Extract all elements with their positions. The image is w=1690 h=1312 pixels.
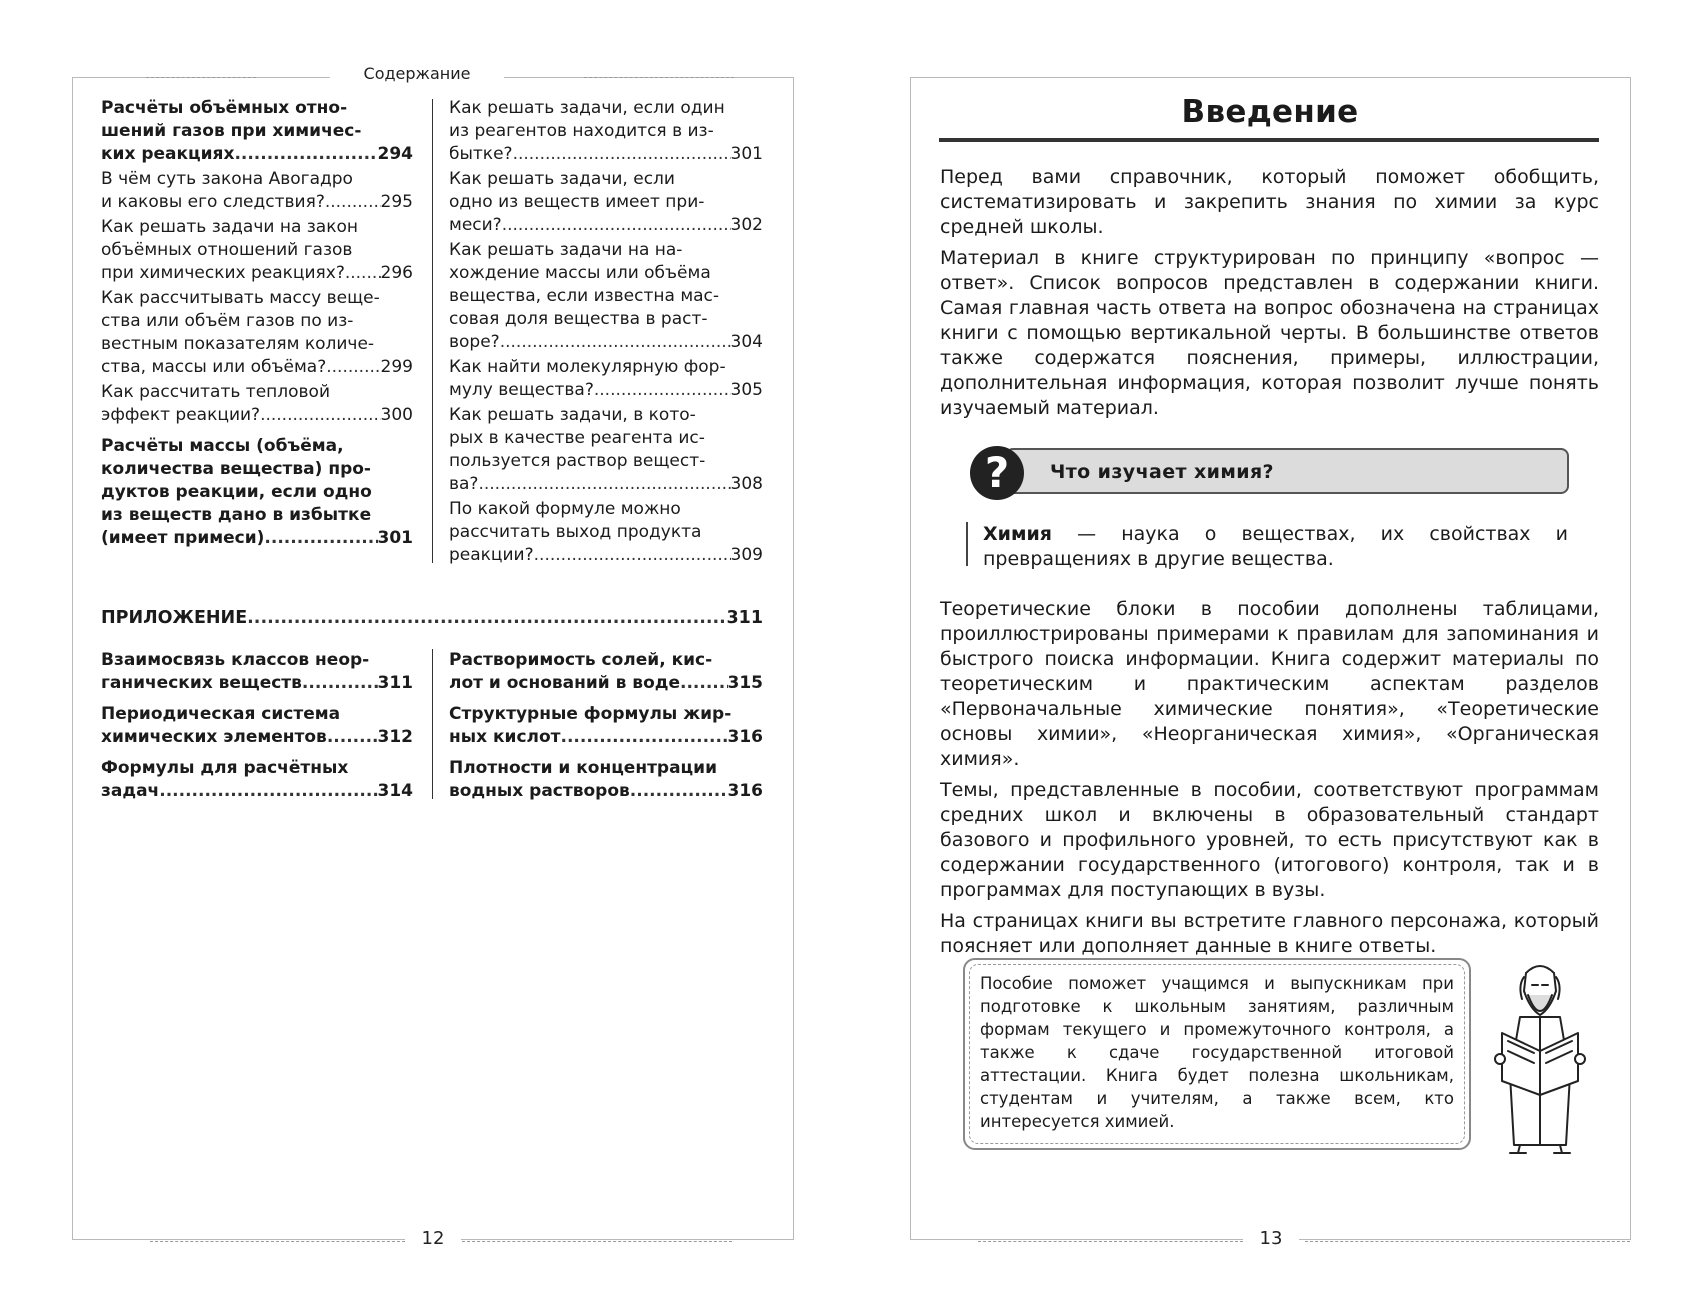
definition-term: Химия (983, 523, 1053, 545)
toc-entry[interactable] (449, 703, 763, 749)
appendix-column-left (101, 649, 413, 805)
toc-entry-text: пользуется раствор вещест- (449, 451, 706, 471)
toc-entry-text: Как решать задачи, если (449, 169, 675, 189)
toc-entry[interactable] (449, 97, 763, 166)
toc-entry-text: Как решать задачи на на- (449, 240, 683, 260)
toc-page-number: 300 (380, 405, 413, 425)
toc-entry-text: (имеет примеси) (101, 528, 265, 548)
toc-header: Содержание (330, 64, 504, 83)
appendix-column-right (449, 649, 763, 805)
toc-page-number: 316 (727, 781, 763, 801)
toc-entry-text: Как рассчитывать массу веще- (101, 288, 380, 308)
paragraph: На страницах книги вы встретите главного персонажа, который поясняет или дополняет данные в книге ответы. (940, 910, 1599, 957)
toc-entry-text: химических элементов (101, 727, 327, 747)
toc-entry-text: и каковы его следствия? (101, 192, 325, 212)
toc-entry-text: при химических реакциях? (101, 263, 345, 283)
toc-entry-text: По какой формуле можно (449, 499, 681, 519)
toc-entry-text: Периодическая система (101, 704, 341, 724)
toc-leader-dots (326, 356, 380, 379)
toc-entry[interactable] (449, 498, 763, 567)
toc-entry-text: вестным показателям количе- (101, 334, 375, 354)
intro-paragraphs-top (940, 165, 1599, 427)
toc-leader-dots (327, 726, 378, 749)
toc-column-right (449, 97, 763, 569)
toc-entry-text: Расчёты массы (объёма, (101, 436, 344, 456)
toc-entry-text: ства, массы или объёма? (101, 357, 327, 377)
toc-entry-text: ства или объём газов по из- (101, 311, 354, 331)
toc-entry-text: рых в качестве реагента ис- (449, 428, 705, 448)
appendix-page: 311 (726, 608, 763, 628)
question-mark-icon: ? (970, 446, 1024, 500)
toc-column-divider (432, 99, 433, 563)
definition (983, 522, 1568, 572)
page-number-left: 12 (405, 1228, 461, 1249)
toc-entry-text: Как решать задачи, в кото- (449, 405, 696, 425)
toc-leader-dots (500, 331, 731, 354)
footer-dash-left-right-page (978, 1241, 1243, 1242)
question-text: Что изучает химия? (1050, 461, 1274, 483)
toc-entry-text: эффект реакции? (101, 405, 261, 425)
toc-leader-dots (325, 191, 381, 214)
toc-entry-text: вещества, если известна мас- (449, 286, 720, 306)
toc-page-number: 314 (377, 781, 413, 801)
paragraph: Перед вами справочник, который поможет обобщить, систематизировать и закрепить знания по химии за курс средней школы. (940, 166, 1599, 238)
toc-entry-text: Плотности и концентрации (449, 758, 717, 778)
toc-page-number: 316 (727, 727, 763, 747)
toc-entry-text: Формулы для расчётных (101, 758, 349, 778)
toc-leader-dots (260, 404, 380, 427)
footer-dash-right-right-page (1305, 1241, 1630, 1242)
toc-entry-text: одно из веществ имеет при- (449, 192, 705, 212)
toc-entry-text: ва? (449, 474, 479, 494)
toc-entry-text: задач (101, 781, 160, 801)
paragraph: Теоретические блоки в пособии дополнены таблицами, проиллюстрированы примерами к правилам для запоминания и быстрого поиска информации. Книга содержит материалы по теоретическим и практическим аспектам разделов «Первоначальные химические понятия», «Теоретические основы химии», «Неорганическая химия», «Органическая химия». (940, 598, 1599, 770)
intro-paragraphs-bottom (940, 597, 1599, 965)
toc-entry-text: совая доля вещества в раст- (449, 309, 708, 329)
toc-leader-dots (561, 726, 728, 749)
header-dash-left (146, 77, 256, 78)
toc-entry-text: водных растворов (449, 781, 630, 801)
toc-leader-dots (234, 143, 377, 166)
appendix-title: ПРИЛОЖЕНИЕ (101, 608, 248, 628)
footer-dash-right (462, 1241, 732, 1242)
page-number-right: 13 (1243, 1228, 1299, 1249)
toc-leader-dots (534, 544, 731, 567)
toc-page-number: 304 (730, 332, 763, 352)
toc-page-number: 299 (380, 357, 413, 377)
toc-entry-text: шений газов при химичес- (101, 121, 362, 141)
toc-entry[interactable] (101, 703, 413, 749)
toc-leader-dots (630, 780, 728, 803)
toc-page-number: 308 (730, 474, 763, 494)
toc-entry-text: дуктов реакции, если одно (101, 482, 372, 502)
toc-entry-text: лот и оснований в воде (449, 673, 681, 693)
toc-entry[interactable] (449, 757, 763, 803)
toc-entry[interactable] (101, 97, 413, 166)
toc-entry-text: количества вещества) про- (101, 459, 371, 479)
toc-entry[interactable] (101, 216, 413, 285)
toc-entry-text: Структурные формулы жир- (449, 704, 732, 724)
toc-entry-text: ных кислот (449, 727, 561, 747)
toc-entry-text: В чём суть закона Авогадро (101, 169, 353, 189)
answer-vertical-rule (966, 522, 968, 566)
toc-entry-text: Как рассчитать тепловой (101, 382, 331, 402)
toc-entry-text: Растворимость солей, кис- (449, 650, 713, 670)
toc-page-number: 296 (380, 263, 413, 283)
toc-entry-text: меси? (449, 215, 502, 235)
toc-page-number: 301 (730, 144, 763, 164)
header-dash-right (584, 77, 734, 78)
toc-leader-dots (680, 672, 727, 695)
toc-entry-text: мулу вещества? (449, 380, 594, 400)
toc-page-number: 311 (377, 673, 413, 693)
toc-entry-text: реакции? (449, 545, 534, 565)
toc-leader-dots (345, 262, 381, 285)
toc-leader-dots (478, 473, 730, 496)
toc-entry-text: Как решать задачи на закон (101, 217, 359, 237)
toc-entry-text: объёмных отношений газов (101, 240, 353, 260)
toc-entry[interactable] (449, 168, 763, 237)
toc-page-number: 309 (730, 545, 763, 565)
toc-page-number: 301 (377, 528, 413, 548)
title-underline (939, 138, 1599, 142)
toc-entry[interactable] (449, 649, 763, 695)
toc-entry-text: Как решать задачи, если один (449, 98, 725, 118)
toc-entry[interactable] (101, 168, 413, 214)
toc-page-number: 295 (380, 192, 413, 212)
paragraph: Материал в книге структурирован по принципу «вопрос — ответ». Список вопросов представлен в содержании книги. Самая главная часть ответа на вопрос обозначена на страницах книги с помощью вертикальной черты. В большинстве ответов также содержатся пояснения, примеры, иллюстрации, дополнительная информация, которая позволит лучше понять изучаемый материал. (940, 247, 1599, 419)
toc-entry[interactable] (101, 287, 413, 379)
toc-page-number: 302 (730, 215, 763, 235)
appendix-entry[interactable] (101, 607, 763, 630)
toc-entry[interactable] (449, 404, 763, 496)
toc-entry-text: из реагентов находится в из- (449, 121, 714, 141)
scientist-illustration (1480, 955, 1600, 1155)
appendix-column-divider (432, 649, 433, 799)
toc-leader-dots (594, 379, 731, 402)
toc-entry[interactable] (101, 435, 413, 550)
toc-entry[interactable] (101, 757, 413, 803)
page-title: Введение (1181, 94, 1359, 130)
definition-text: — наука о веществах, их свойствах и превращениях в другие вещества. (983, 523, 1568, 570)
toc-leader-dots (302, 672, 378, 695)
toc-entry[interactable] (101, 649, 413, 695)
toc-entry-text: бытке? (449, 144, 513, 164)
toc-entry-text: рассчитать выход продукта (449, 522, 702, 542)
toc-entry[interactable] (449, 239, 763, 354)
toc-entry-text: ганических веществ (101, 673, 302, 693)
toc-leader-dots (513, 143, 731, 166)
toc-page-number: 315 (727, 673, 763, 693)
toc-leader-dots (159, 780, 377, 803)
toc-entry-text: Расчёты объёмных отно- (101, 98, 348, 118)
toc-page-number: 294 (377, 144, 413, 164)
toc-entry[interactable] (449, 356, 763, 402)
footer-dash-left (150, 1241, 405, 1242)
toc-entry-text: воре? (449, 332, 500, 352)
toc-entry-text: из веществ дано в избытке (101, 505, 372, 525)
toc-page-number: 312 (377, 727, 413, 747)
toc-entry-text: ких реакциях (101, 144, 235, 164)
toc-leader-dots (502, 214, 731, 237)
toc-page-number: 305 (730, 380, 763, 400)
toc-entry-text: хождение массы или объёма (449, 263, 711, 283)
note-text: Пособие поможет учащимся и выпускникам при подготовке к школьным занятиям, различным формам текущего и промежуточного контроля, а также к сдаче государственной итоговой аттестации. Книга будет полезна школьникам, студентам и учителям, а также всем, кто интересуется химией. (980, 974, 1454, 1131)
paragraph: Темы, представленные в пособии, соответствуют программам средних школ и включены в образовательный стандарт базового и профильного уровней, то есть присутствуют как в содержании государственного (итогового) контроля, так и в программах для поступающих в вузы. (940, 779, 1599, 901)
toc-entry-text: Как найти молекулярную фор- (449, 357, 726, 377)
toc-entry-text: Взаимосвязь классов неор- (101, 650, 370, 670)
toc-entry[interactable] (101, 381, 413, 427)
toc-column-left (101, 97, 413, 552)
toc-leader-dots (264, 527, 377, 550)
